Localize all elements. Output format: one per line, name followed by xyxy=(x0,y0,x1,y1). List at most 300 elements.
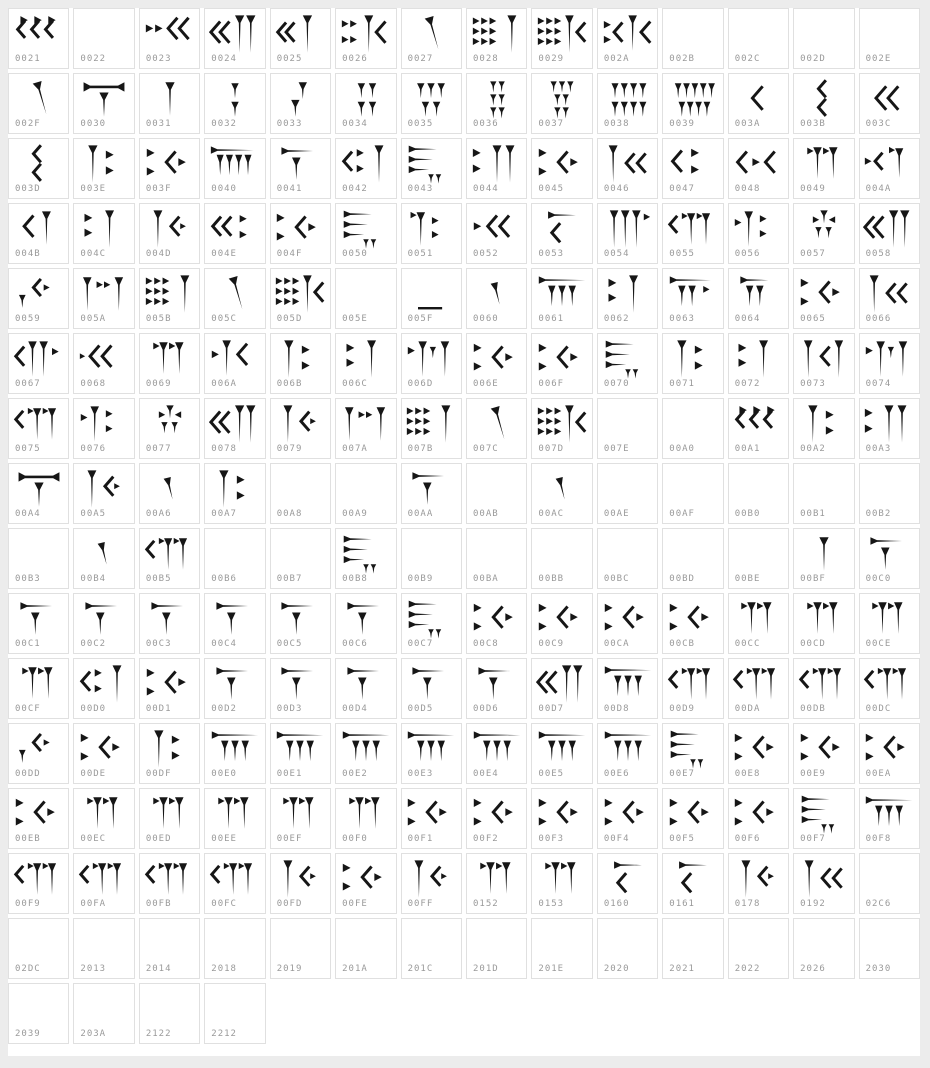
glyph-cell-00D5 xyxy=(401,658,462,719)
glyph-cell-00C3 xyxy=(139,593,200,654)
codepoint-label: 0063 xyxy=(669,314,695,324)
glyph-cell-005C xyxy=(204,268,265,329)
cuneiform-glyph xyxy=(405,468,457,510)
codepoint-label: 00C8 xyxy=(472,639,499,649)
cuneiform-glyph xyxy=(667,858,719,900)
glyph-cell-00FB xyxy=(139,853,200,914)
codepoint-label: 006D xyxy=(407,379,434,389)
glyph-cell-00EC xyxy=(73,788,134,849)
cuneiform-glyph xyxy=(274,338,326,380)
codepoint-label: 00D7 xyxy=(538,704,565,714)
glyph-cell-0050 xyxy=(335,203,396,264)
glyph-cell-006C xyxy=(335,333,396,394)
glyph-cell-002B xyxy=(662,8,723,69)
codepoint-label: 0042 xyxy=(342,184,368,194)
codepoint-label: 0034 xyxy=(342,119,368,129)
codepoint-label: 00B6 xyxy=(211,574,237,584)
codepoint-label: 0070 xyxy=(603,379,630,389)
codepoint-label: 0077 xyxy=(145,444,172,454)
codepoint-label: 00EA xyxy=(865,769,892,779)
codepoint-label: 0178 xyxy=(734,899,761,909)
codepoint-label: 00A4 xyxy=(15,509,41,519)
glyph-cell-0055 xyxy=(662,203,723,264)
codepoint-label: 0061 xyxy=(538,314,565,324)
codepoint-label: 00CD xyxy=(800,639,826,649)
glyph-cell-0035 xyxy=(401,73,462,134)
glyph-cell-00BF xyxy=(793,528,854,589)
codepoint-label: 00C6 xyxy=(342,639,368,649)
codepoint-label: 00A9 xyxy=(342,509,368,519)
glyph-cell-0038 xyxy=(597,73,658,134)
cuneiform-glyph xyxy=(144,858,196,900)
glyph-cell-00AB xyxy=(466,463,527,524)
glyph-cell-0032 xyxy=(204,73,265,134)
codepoint-label: 003F xyxy=(145,184,172,194)
codepoint-label: 0022 xyxy=(80,54,107,64)
codepoint-label: 006E xyxy=(472,379,499,389)
cuneiform-glyph xyxy=(798,208,850,250)
codepoint-label: 0045 xyxy=(538,184,565,194)
cuneiform-glyph xyxy=(667,598,719,640)
glyph-cell-00E9 xyxy=(793,723,854,784)
codepoint-label: 2020 xyxy=(603,964,630,974)
cuneiform-glyph xyxy=(78,728,130,770)
codepoint-label: 0043 xyxy=(407,184,434,194)
codepoint-label: 00B0 xyxy=(734,509,761,519)
glyph-cell-00B1 xyxy=(793,463,854,524)
cuneiform-glyph xyxy=(274,78,326,120)
codepoint-label: 00E2 xyxy=(342,769,368,779)
codepoint-label: 0021 xyxy=(15,54,41,64)
cuneiform-glyph xyxy=(274,143,326,185)
cuneiform-glyph xyxy=(863,208,915,250)
codepoint-label: 004B xyxy=(15,249,41,259)
codepoint-label: 0049 xyxy=(800,184,826,194)
glyph-cell-00B7 xyxy=(270,528,331,589)
cuneiform-glyph xyxy=(732,78,784,120)
glyph-cell-0152 xyxy=(466,853,527,914)
glyph-cell-2014 xyxy=(139,918,200,979)
cuneiform-glyph xyxy=(144,13,196,55)
glyph-cell-00A0 xyxy=(662,398,723,459)
cuneiform-glyph xyxy=(13,143,65,185)
glyph-cell-002E xyxy=(859,8,920,69)
codepoint-label: 005A xyxy=(80,314,107,324)
cuneiform-glyph xyxy=(13,728,65,770)
codepoint-label: 00C7 xyxy=(407,639,434,649)
codepoint-label: 006A xyxy=(211,379,237,389)
glyph-cell-0069 xyxy=(139,333,200,394)
glyph-cell-004C xyxy=(73,203,134,264)
glyph-cell-002D xyxy=(793,8,854,69)
cuneiform-glyph xyxy=(863,598,915,640)
glyph-cell-00BC xyxy=(597,528,658,589)
codepoint-label: 00A0 xyxy=(669,444,695,454)
codepoint-label: 2021 xyxy=(669,964,695,974)
codepoint-label: 0074 xyxy=(865,379,892,389)
glyph-cell-00E2 xyxy=(335,723,396,784)
glyph-cell-0066 xyxy=(859,268,920,329)
glyph-cell-00D3 xyxy=(270,658,331,719)
codepoint-label: 0047 xyxy=(669,184,695,194)
glyph-cell-0076 xyxy=(73,398,134,459)
cuneiform-glyph xyxy=(732,793,784,835)
glyph-cell-201D xyxy=(466,918,527,979)
glyph-cell-2020 xyxy=(597,918,658,979)
glyph-cell-0060 xyxy=(466,268,527,329)
glyph-cell-005A xyxy=(73,268,134,329)
cuneiform-glyph xyxy=(471,403,523,445)
glyph-cell-007D xyxy=(531,398,592,459)
glyph-cell-0036 xyxy=(466,73,527,134)
codepoint-label: 00B5 xyxy=(145,574,172,584)
codepoint-label: 00EB xyxy=(15,834,41,844)
cuneiform-glyph xyxy=(209,858,261,900)
codepoint-label: 00DA xyxy=(734,704,761,714)
glyph-cell-0031 xyxy=(139,73,200,134)
codepoint-label: 00A6 xyxy=(145,509,172,519)
cuneiform-glyph xyxy=(144,143,196,185)
cuneiform-glyph xyxy=(78,533,130,575)
codepoint-label: 00F3 xyxy=(538,834,565,844)
cuneiform-glyph xyxy=(340,143,392,185)
glyph-cell-0029 xyxy=(531,8,592,69)
glyph-cell-0028 xyxy=(466,8,527,69)
codepoint-label: 00AB xyxy=(472,509,499,519)
glyph-cell-0026 xyxy=(335,8,396,69)
codepoint-label: 00B9 xyxy=(407,574,434,584)
glyph-cell-00B4 xyxy=(73,528,134,589)
cuneiform-glyph xyxy=(209,208,261,250)
font-glyph-grid xyxy=(8,8,920,1044)
glyph-cell-0071 xyxy=(662,333,723,394)
glyph-cell-2122 xyxy=(139,983,200,1044)
codepoint-label: 00CC xyxy=(734,639,761,649)
glyph-cell-00FE xyxy=(335,853,396,914)
glyph-cell-00B5 xyxy=(139,528,200,589)
cuneiform-glyph xyxy=(405,663,457,705)
codepoint-label: 00E3 xyxy=(407,769,434,779)
glyph-cell-004D xyxy=(139,203,200,264)
glyph-cell-0043 xyxy=(401,138,462,199)
glyph-cell-00FD xyxy=(270,853,331,914)
cuneiform-glyph xyxy=(732,728,784,770)
codepoint-label: 2014 xyxy=(145,964,172,974)
cuneiform-glyph xyxy=(602,858,654,900)
glyph-cell-0064 xyxy=(728,268,789,329)
cuneiform-glyph xyxy=(144,663,196,705)
codepoint-label: 00AC xyxy=(538,509,565,519)
codepoint-label: 00B7 xyxy=(276,574,303,584)
cuneiform-glyph xyxy=(798,728,850,770)
cuneiform-glyph xyxy=(13,338,65,380)
cuneiform-glyph xyxy=(798,858,850,900)
codepoint-label: 0071 xyxy=(669,379,695,389)
glyph-cell-00D0 xyxy=(73,658,134,719)
codepoint-label: 003D xyxy=(15,184,41,194)
codepoint-label: 0051 xyxy=(407,249,434,259)
codepoint-label: 00EC xyxy=(80,834,107,844)
cuneiform-glyph xyxy=(602,143,654,185)
codepoint-label: 00DD xyxy=(15,769,41,779)
cuneiform-glyph xyxy=(536,793,588,835)
codepoint-label: 00FB xyxy=(145,899,172,909)
codepoint-label: 00AE xyxy=(603,509,630,519)
codepoint-label: 00AF xyxy=(669,509,695,519)
codepoint-label: 00FD xyxy=(276,899,303,909)
cuneiform-glyph xyxy=(667,793,719,835)
cuneiform-glyph xyxy=(798,793,850,835)
cuneiform-glyph xyxy=(144,208,196,250)
glyph-cell-2030 xyxy=(859,918,920,979)
glyph-cell-00C4 xyxy=(204,593,265,654)
cuneiform-glyph xyxy=(863,143,915,185)
glyph-cell-201A xyxy=(335,918,396,979)
glyph-cell-00A3 xyxy=(859,398,920,459)
codepoint-label: 0192 xyxy=(800,899,826,909)
codepoint-label: 0026 xyxy=(342,54,368,64)
cuneiform-glyph xyxy=(798,338,850,380)
codepoint-label: 00C3 xyxy=(145,639,172,649)
glyph-cell-00C8 xyxy=(466,593,527,654)
glyph-cell-00C0 xyxy=(859,528,920,589)
cuneiform-glyph xyxy=(340,598,392,640)
codepoint-label: 002F xyxy=(15,119,41,129)
cuneiform-glyph xyxy=(209,598,261,640)
glyph-cell-003C xyxy=(859,73,920,134)
cuneiform-glyph xyxy=(340,728,392,770)
glyph-cell-0023 xyxy=(139,8,200,69)
glyph-cell-0178 xyxy=(728,853,789,914)
glyph-cell-00E3 xyxy=(401,723,462,784)
codepoint-label: 0067 xyxy=(15,379,41,389)
cuneiform-glyph xyxy=(78,598,130,640)
codepoint-label: 00A5 xyxy=(80,509,107,519)
glyph-cell-0068 xyxy=(73,333,134,394)
glyph-cell-0039 xyxy=(662,73,723,134)
codepoint-label: 00C5 xyxy=(276,639,303,649)
glyph-cell-00AA xyxy=(401,463,462,524)
codepoint-label: 00F7 xyxy=(800,834,826,844)
codepoint-label: 0024 xyxy=(211,54,237,64)
glyph-cell-2212 xyxy=(204,983,265,1044)
cuneiform-glyph xyxy=(667,728,719,770)
cuneiform-glyph xyxy=(209,273,261,315)
glyph-cell-0022 xyxy=(73,8,134,69)
codepoint-label: 0073 xyxy=(800,379,826,389)
codepoint-label: 00BA xyxy=(472,574,499,584)
codepoint-label: 2026 xyxy=(800,964,826,974)
codepoint-label: 002C xyxy=(734,54,761,64)
glyph-cell-00E1 xyxy=(270,723,331,784)
glyph-cell-201E xyxy=(531,918,592,979)
codepoint-label: 006B xyxy=(276,379,303,389)
cuneiform-glyph xyxy=(13,78,65,120)
cuneiform-glyph xyxy=(471,598,523,640)
codepoint-label: 00F2 xyxy=(472,834,499,844)
cuneiform-glyph xyxy=(78,858,130,900)
codepoint-label: 00B8 xyxy=(342,574,368,584)
cuneiform-glyph xyxy=(78,273,130,315)
glyph-cell-006F xyxy=(531,333,592,394)
glyph-cell-0077 xyxy=(139,398,200,459)
codepoint-label: 2022 xyxy=(734,964,761,974)
glyph-cell-00CA xyxy=(597,593,658,654)
glyph-cell-00E5 xyxy=(531,723,592,784)
glyph-cell-0034 xyxy=(335,73,396,134)
cuneiform-glyph xyxy=(863,663,915,705)
glyph-cell-005B xyxy=(139,268,200,329)
glyph-cell-00F6 xyxy=(728,788,789,849)
cuneiform-glyph xyxy=(732,338,784,380)
codepoint-label: 0035 xyxy=(407,119,434,129)
codepoint-label: 00E4 xyxy=(472,769,499,779)
glyph-cell-00F4 xyxy=(597,788,658,849)
cuneiform-glyph xyxy=(405,403,457,445)
glyph-cell-00B3 xyxy=(8,528,69,589)
glyph-cell-02C6 xyxy=(859,853,920,914)
glyph-cell-2026 xyxy=(793,918,854,979)
glyph-cell-00D4 xyxy=(335,658,396,719)
glyph-cell-00BE xyxy=(728,528,789,589)
codepoint-label: 00A2 xyxy=(800,444,826,454)
glyph-cell-203A xyxy=(73,983,134,1044)
cuneiform-glyph xyxy=(667,273,719,315)
codepoint-label: 007E xyxy=(603,444,630,454)
glyph-cell-00DA xyxy=(728,658,789,719)
codepoint-label: 0065 xyxy=(800,314,826,324)
glyph-cell-0063 xyxy=(662,268,723,329)
codepoint-label: 004C xyxy=(80,249,107,259)
codepoint-label: 005B xyxy=(145,314,172,324)
glyph-cell-0040 xyxy=(204,138,265,199)
cuneiform-glyph xyxy=(602,728,654,770)
cuneiform-glyph xyxy=(667,143,719,185)
codepoint-label: 00E7 xyxy=(669,769,695,779)
cuneiform-glyph xyxy=(78,208,130,250)
cuneiform-glyph xyxy=(732,208,784,250)
codepoint-label: 0056 xyxy=(734,249,761,259)
cuneiform-glyph xyxy=(602,598,654,640)
cuneiform-glyph xyxy=(536,468,588,510)
glyph-cell-0161 xyxy=(662,853,723,914)
codepoint-label: 201D xyxy=(472,964,499,974)
glyph-cell-00F1 xyxy=(401,788,462,849)
codepoint-label: 006C xyxy=(342,379,368,389)
codepoint-label: 00BE xyxy=(734,574,761,584)
glyph-cell-00BB xyxy=(531,528,592,589)
codepoint-label: 0029 xyxy=(538,54,565,64)
glyph-cell-00DB xyxy=(793,658,854,719)
cuneiform-glyph xyxy=(863,338,915,380)
glyph-cell-00B8 xyxy=(335,528,396,589)
codepoint-label: 00CA xyxy=(603,639,630,649)
glyph-cell-0049 xyxy=(793,138,854,199)
cuneiform-glyph xyxy=(144,403,196,445)
codepoint-label: 0025 xyxy=(276,54,303,64)
codepoint-label: 00C0 xyxy=(865,574,892,584)
glyph-cell-00D1 xyxy=(139,658,200,719)
codepoint-label: 00F8 xyxy=(865,834,892,844)
glyph-cell-006E xyxy=(466,333,527,394)
glyph-cell-00DD xyxy=(8,723,69,784)
glyph-cell-004B xyxy=(8,203,69,264)
glyph-cell-00F9 xyxy=(8,853,69,914)
cuneiform-glyph xyxy=(405,858,457,900)
codepoint-label: 0030 xyxy=(80,119,107,129)
glyph-cell-004E xyxy=(204,203,265,264)
codepoint-label: 201A xyxy=(342,964,368,974)
cuneiform-glyph xyxy=(536,728,588,770)
codepoint-label: 00E6 xyxy=(603,769,630,779)
codepoint-label: 0036 xyxy=(472,119,499,129)
glyph-cell-00AF xyxy=(662,463,723,524)
glyph-cell-003E xyxy=(73,138,134,199)
codepoint-label: 0160 xyxy=(603,899,630,909)
cuneiform-glyph xyxy=(340,793,392,835)
codepoint-label: 0037 xyxy=(538,119,565,129)
glyph-cell-003A xyxy=(728,73,789,134)
glyph-cell-0059 xyxy=(8,268,69,329)
glyph-cell-00C6 xyxy=(335,593,396,654)
glyph-cell-0075 xyxy=(8,398,69,459)
cuneiform-glyph xyxy=(536,598,588,640)
glyph-cell-00E7 xyxy=(662,723,723,784)
codepoint-label: 00EE xyxy=(211,834,237,844)
glyph-cell-00ED xyxy=(139,788,200,849)
codepoint-label: 0057 xyxy=(800,249,826,259)
cuneiform-glyph xyxy=(13,598,65,640)
glyph-cell-00BA xyxy=(466,528,527,589)
codepoint-label: 003C xyxy=(865,119,892,129)
codepoint-label: 00F6 xyxy=(734,834,761,844)
cuneiform-glyph xyxy=(405,143,457,185)
cuneiform-glyph xyxy=(144,728,196,770)
cuneiform-glyph xyxy=(798,143,850,185)
glyph-cell-00CF xyxy=(8,658,69,719)
codepoint-label: 00A3 xyxy=(865,444,892,454)
glyph-cell-0024 xyxy=(204,8,265,69)
codepoint-label: 00D3 xyxy=(276,704,303,714)
codepoint-label: 00F0 xyxy=(342,834,368,844)
codepoint-label: 00B2 xyxy=(865,509,892,519)
cuneiform-glyph xyxy=(863,793,915,835)
cuneiform-glyph xyxy=(274,598,326,640)
codepoint-label: 00B4 xyxy=(80,574,107,584)
glyph-cell-00C2 xyxy=(73,593,134,654)
cuneiform-glyph xyxy=(667,663,719,705)
glyph-cell-00EF xyxy=(270,788,331,849)
glyph-cell-00EA xyxy=(859,723,920,784)
codepoint-label: 0054 xyxy=(603,249,630,259)
cuneiform-glyph xyxy=(602,78,654,120)
codepoint-label: 201E xyxy=(538,964,565,974)
glyph-cell-00AE xyxy=(597,463,658,524)
glyph-cell-00F3 xyxy=(531,788,592,849)
codepoint-label: 2018 xyxy=(211,964,237,974)
cuneiform-glyph xyxy=(732,663,784,705)
glyph-cell-00CB xyxy=(662,593,723,654)
codepoint-label: 0048 xyxy=(734,184,761,194)
cuneiform-glyph xyxy=(144,338,196,380)
cuneiform-glyph xyxy=(209,338,261,380)
cuneiform-glyph xyxy=(602,663,654,705)
codepoint-label: 0055 xyxy=(669,249,695,259)
glyph-cell-00B6 xyxy=(204,528,265,589)
codepoint-label: 00D6 xyxy=(472,704,499,714)
cuneiform-glyph xyxy=(471,793,523,835)
cuneiform-glyph xyxy=(471,858,523,900)
